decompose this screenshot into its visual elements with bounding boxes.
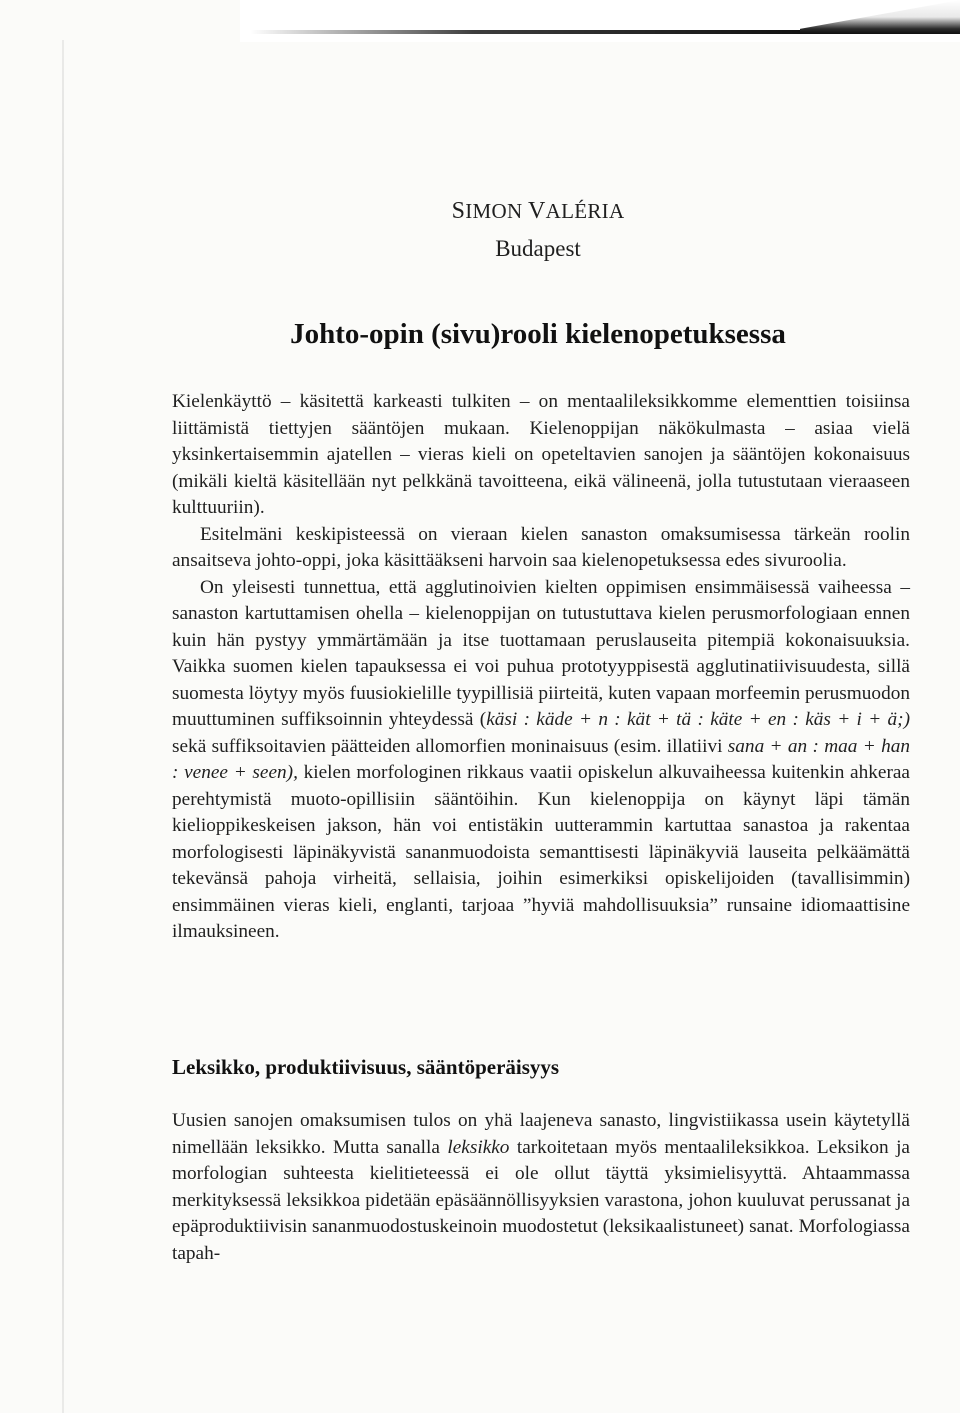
section-lexicon	[172, 1108, 910, 1267]
paragraph: Kielenkäyttö – käsitettä karkeasti tulkiten – on mentaalileksikkomme elementtien toisiinsa liittämistä tiettyjen sääntöjen mukaan. Kielenoppijan näkökulmasta – asiaa vielä yksinkertaisemmin ajatellen – vieras kieli on opeteltavien sanojen ja sääntöjen kokonaisuus (mikäli kieltä käsitellään nyt pelkkänä tavoitteena, eikä välineenä, jolla tutustutaan vieraaseen kulttuuriin).	[172, 391, 910, 518]
author-name: SIMON VALÉRIA	[451, 198, 625, 224]
section-heading: Leksikko, produktiivisuus, sääntöperäisyys	[172, 1055, 560, 1079]
paragraph: Uusien sanojen omaksumisen tulos on yhä laajeneva sanasto, lingvistiikassa usein käytetyllä nimellään leksikko. Mutta sanalla leksikko tarkoitetaan myös mentaalileksikkoa. Leksikon ja morfologian suhteesta kielitieteessä ei ole ollut täyttä yksimielisyyttä. Ahtaammassa merkityksessä leksikkoa pidetään epäsäännöllisyyksien varastona, johon kuuluvat perussanat ja epäproduktiivisin sananmuodostuskeinoin muodostetut (leksikaalistuneet) sanat. Morfologiassa tapah-	[172, 1110, 910, 1264]
paragraph: Esitelmäni keskipisteessä on vieraan kielen sanaston omaksumisessa tärkeän roolin ansaitseva johto-oppi, joka käsittääkseni harvoin saa kielenopetuksessa edes sivuroolia.	[172, 523, 910, 571]
article-title: Johto-opin (sivu)rooli kielenopetuksessa	[290, 318, 786, 350]
paragraph: On yleisesti tunnettua, että agglutinoivien kielten oppimisen ensimmäisessä vaiheessa – sanaston kartuttamisen ohella – kielenoppijan on tutustuttava kielen perusmorfologiaan ennen kuin hän pystyy ymmärtämään ja itse tuottamaan peruslauseita pitempiä kokonaisuuksia. Vaikka suomen kielen tapauksessa ei voi puhua prototyyppisestä agglutinatiivisuudesta, sillä suomesta löytyy myös fuusiokielille tyypillisiä piirteitä, kuten vapaan morfeemin perusmuodon muuttuminen suffiksoinnin yhteydessä (käsi : käde + n : kät + tä : käte + en : käs + i + ä;) sekä suffiksoitavien päätteiden allomorfien moninaisuus (esim. illatiivi sana + an : maa + han : venee + seen), kielen morfologinen rikkaus vaatii opiskelun alkuvaiheessa kuitenkin ahkeraa perehtymistä muoto-opillisiin sääntöihin. Kun kielenoppija on käynyt läpi tämän kielioppikeskeisen jakson, hän voi entistäkin uutterammin kartuttaa sanastoa ja rakentaa morfologisesti läpinäkyvistä sananmuodoista semanttisesti läpinäkyviä lauseita pelkäämättä tekevänsä pahoja virheitä, sellaisia, joihin esimerkiksi opiskelijoiden (tavallisimmin) ensimmäinen vieras kieli, englanti, tarjoaa ”hyviä mahdollisuuksia” runsaine idiomaattisine ilmauksineen.	[172, 576, 910, 942]
scan-shadow-bar	[250, 30, 810, 34]
author-city: Budapest	[495, 236, 581, 261]
section-intro	[172, 389, 910, 946]
